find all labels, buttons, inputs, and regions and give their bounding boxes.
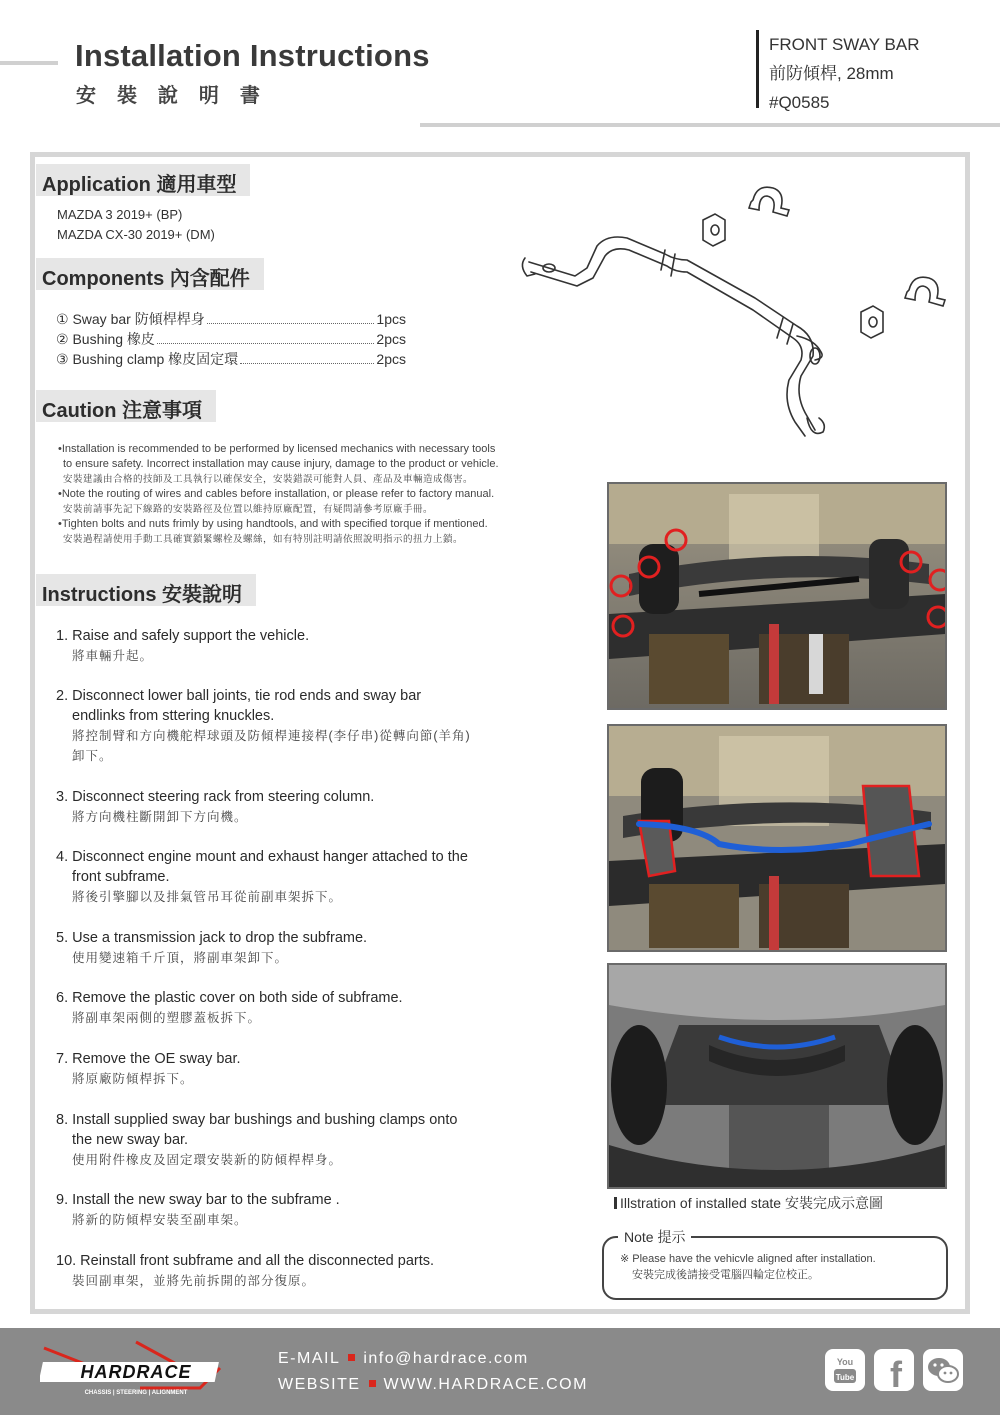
component-name: ① Sway bar 防傾桿桿身 [56, 311, 205, 327]
caution-text: •Tighten bolts and nuts frimly by using handtools, and with specified torque if mentioned. [58, 518, 488, 530]
note-text-en: ※ Please have the vehicvle aligned after installation. [620, 1253, 876, 1265]
step-text-zh: 卸下。 [72, 749, 113, 763]
instruction-step [56, 626, 576, 666]
step-text: 4. Disconnect engine mount and exhaust hanger attached to the [56, 849, 468, 865]
component-item [56, 349, 406, 369]
sway-bar-diagram [515, 180, 955, 450]
facebook-glyph: f [890, 1354, 902, 1391]
instruction-step [56, 787, 576, 827]
note-text-zh: 安裝完成後請接受電腦四輪定位校正。 [632, 1269, 819, 1281]
photo-subframe-removal [607, 482, 947, 710]
instruction-step [56, 847, 576, 907]
component-name: ② Bushing 橡皮 [56, 331, 155, 347]
caution-text-zh: 安裝建議由合格的技師及工具執行以確保安全，安裝錯誤可能對人員、產品及車輛造成傷害。 [63, 474, 474, 485]
page-subtitle: 安 裝 說 明 書 [76, 83, 267, 107]
contact-info [278, 1346, 588, 1398]
bushing-clamp [905, 277, 945, 306]
step-text: 8. Install supplied sway bar bushings and bushing clamps onto [56, 1112, 458, 1128]
step-text: endlinks from sttering knuckles. [72, 708, 275, 724]
part-number: #Q0585 [769, 93, 830, 112]
step-text: 1. Raise and safely support the vehicle. [56, 628, 310, 644]
step-text: 7. Remove the OE sway bar. [56, 1051, 241, 1067]
vehicle-item: MAZDA CX-30 2019+ (DM) [57, 227, 215, 242]
application-heading: Application 適用車型 [36, 164, 250, 196]
header-rule-left [0, 61, 58, 65]
component-item [56, 329, 406, 349]
caution-text-zh: 安裝過程請使用手動工具確實鎖緊螺栓及螺絲，如有特別註明請依照說明指示的扭力上鎖。 [63, 534, 464, 545]
components-list [56, 309, 406, 369]
product-name-zh: 前防傾桿, 28mm [769, 64, 894, 83]
step-text: 10. Reinstall front subframe and all the disconnected parts. [56, 1253, 435, 1269]
step-text: 2. Disconnect lower ball joints, tie rod ends and sway bar [56, 688, 422, 704]
instruction-step [56, 1049, 576, 1089]
component-qty: 2pcs [376, 331, 406, 347]
caption-marker-icon [614, 1197, 617, 1209]
bullet-square-icon [348, 1354, 355, 1361]
bushing [703, 214, 725, 246]
step-text-zh: 將後引擎腳以及排氣管吊耳從前副車架拆下。 [72, 890, 343, 904]
component-qty: 2pcs [376, 351, 406, 367]
product-name: FRONT SWAY BAR [769, 35, 920, 54]
email-line [278, 1346, 588, 1372]
step-text: front subframe. [72, 869, 170, 885]
component-item [56, 309, 406, 329]
step-text-zh: 使用變速箱千斤頂，將副車架卸下。 [72, 951, 289, 965]
step-text-zh: 將控制臂和方向機舵桿球頭及防傾桿連接桿(李仔串)從轉向節(羊角) [72, 729, 471, 743]
sway-bar [529, 237, 815, 430]
svg-text:HARDRACE: HARDRACE [80, 1362, 192, 1382]
step-text: the new sway bar. [72, 1132, 189, 1148]
dot-leader [240, 363, 374, 364]
wechat-icon[interactable] [923, 1349, 963, 1391]
step-text: 9. Install the new sway bar to the subframe . [56, 1192, 340, 1208]
step-text-zh: 裝回副車架，並將先前拆開的部分復原。 [72, 1274, 316, 1288]
dot-leader [157, 343, 374, 344]
step-text-zh: 將原廠防傾桿拆下。 [72, 1072, 194, 1086]
youtube-you-text: You [836, 1357, 854, 1367]
instruction-step [56, 928, 576, 968]
email-link[interactable]: info@hardrace.com [363, 1350, 529, 1367]
caution-text: •Note the routing of wires and cables before installation, or please refer to factory manual. [58, 488, 495, 500]
caution-text-zh: 安裝前請事先記下線路的安裝路徑及位置以維持原廠配置，有疑問請參考原廠手冊。 [63, 504, 434, 515]
step-text-zh: 將車輛升起。 [72, 649, 154, 663]
website-label: WEBSITE [278, 1376, 361, 1393]
caution-text: •Installation is recommended to be performed by licensed mechanics with necessary tools [58, 443, 496, 455]
instruction-step [56, 686, 576, 766]
youtube-tube-text: Tube [835, 1373, 855, 1382]
instruction-step [56, 1110, 576, 1170]
instruction-step [56, 1190, 576, 1230]
product-info [769, 30, 920, 117]
caption-text: Illstration of installed state 安裝完成示意圖 [620, 1195, 883, 1211]
note-text [620, 1251, 940, 1283]
component-qty: 1pcs [376, 311, 406, 327]
facebook-icon[interactable] [874, 1349, 914, 1391]
step-text-zh: 使用附件橡皮及固定環安裝新的防傾桿桿身。 [72, 1153, 343, 1167]
instructions-heading: Instructions 安裝說明 [36, 574, 256, 606]
bushing [861, 306, 883, 338]
photo-installed-state [607, 963, 947, 1189]
step-text: 3. Disconnect steering rack from steering column. [56, 789, 375, 805]
header-divider [756, 30, 759, 108]
note-label: Note 提示 [618, 1227, 691, 1247]
dot-leader [207, 323, 375, 324]
caution-heading: Caution 注意事項 [36, 390, 216, 422]
photo-sway-bar-highlight [607, 724, 947, 952]
caution-list [58, 442, 558, 547]
website-line [278, 1372, 588, 1398]
email-label: E-MAIL [278, 1350, 341, 1367]
bullet-square-icon [369, 1380, 376, 1387]
step-text-zh: 將方向機柱斷開卸下方向機。 [72, 810, 248, 824]
components-heading: Components 內含配件 [36, 258, 264, 290]
component-name: ③ Bushing clamp 橡皮固定環 [56, 351, 239, 367]
youtube-icon[interactable] [825, 1349, 865, 1391]
instruction-step [56, 988, 576, 1028]
vehicle-item: MAZDA 3 2019+ (BP) [57, 207, 183, 222]
instruction-step [56, 1251, 576, 1291]
caution-text: to ensure safety. Incorrect installation may cause injury, damage to the product or vehicle. [63, 458, 499, 470]
svg-text:CHASSIS | STEERING | ALIGNMENT: CHASSIS | STEERING | ALIGNMENT [84, 1390, 188, 1396]
hardrace-logo [40, 1338, 230, 1398]
step-text: 5. Use a transmission jack to drop the subframe. [56, 930, 368, 946]
application-list [57, 205, 215, 245]
website-link[interactable]: WWW.HARDRACE.COM [383, 1376, 588, 1393]
bushing-clamp [749, 187, 789, 216]
header-rule-bottom [420, 123, 1000, 127]
step-text-zh: 將副車架兩側的塑膠蓋板拆下。 [72, 1011, 262, 1025]
illustration-caption [614, 1193, 883, 1213]
page-title: Installation Instructions [75, 38, 430, 73]
step-text-zh: 將新的防傾桿安裝至副車架。 [72, 1213, 248, 1227]
step-text: 6. Remove the plastic cover on both side of subframe. [56, 990, 403, 1006]
